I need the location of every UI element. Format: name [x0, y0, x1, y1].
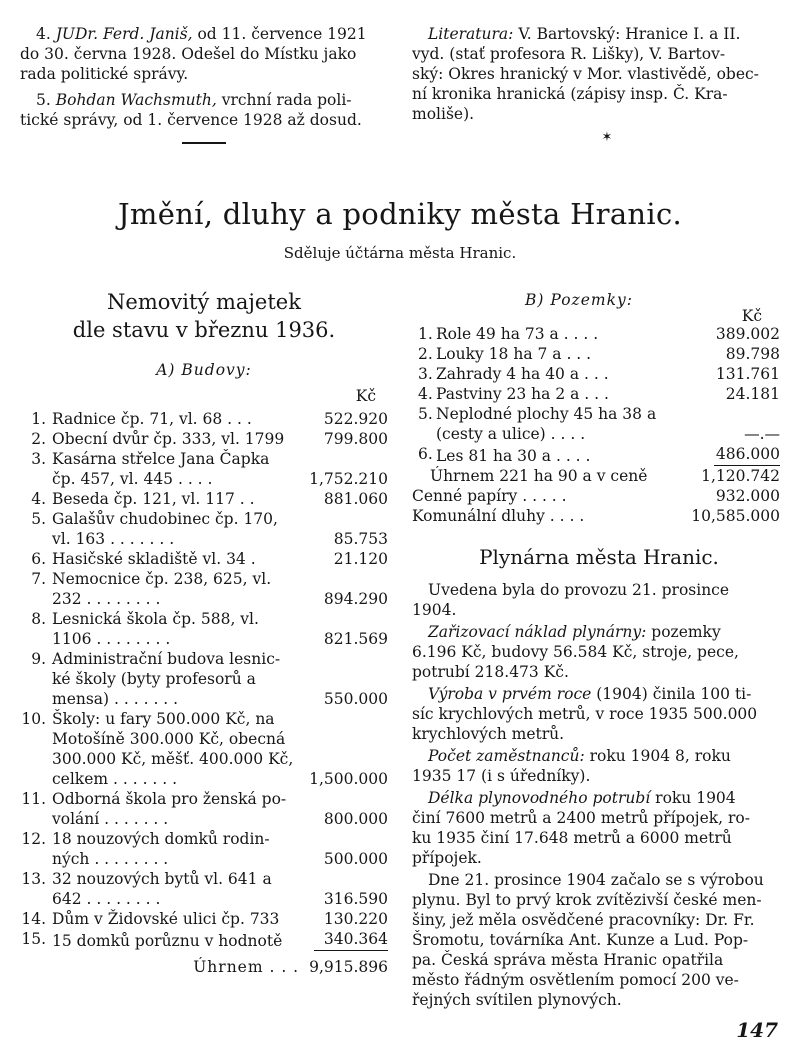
building-row-value: 799.800 [323, 430, 388, 448]
building-row [20, 609, 388, 649]
land-row-label: Role 49 ha 73 a . . . . [436, 325, 599, 343]
building-row-number: 8. [31, 610, 46, 628]
building-row-value: 522.920 [323, 410, 388, 428]
land-row-number: 3. [418, 365, 433, 383]
land-row-value: 24.181 [725, 385, 780, 403]
building-row-label: Beseda čp. 121, vl. 117 . . [52, 490, 255, 508]
building-row-label: Hasičské skladiště vl. 34 . [52, 550, 256, 568]
building-row-value: 340.364 [314, 929, 388, 951]
property-section [20, 288, 388, 977]
land-total-value: 1,120.742 [701, 467, 780, 485]
building-row-value: 800.000 [323, 810, 388, 828]
building-row-label: Školy: u fary 500.000 Kč, na Motošíně 300.000 Kč, obecná 300.000 Kč, měšť. 400.000 Kč, celkem . . . . . . . [52, 710, 294, 788]
building-row-value: 130.220 [323, 910, 388, 928]
land-row-number: 2. [418, 345, 433, 363]
gasworks-paragraph-4: Počet zaměstnanců: roku 1904 8, roku 1935 17 (i s úředníky). [412, 747, 731, 785]
building-row-number: 14. [21, 910, 46, 928]
land-row [418, 364, 780, 384]
literature-paragraph: Literatura: V. Bartovský: Hranice I. a II. vyd. (stať profesora R. Lišky), V. Bartov- ský: Okres hranický v Mor. vlastivědě, obec- ní kronika hranická (zápisy insp. Č. Kra- moliše). [412, 25, 759, 123]
building-row [20, 489, 388, 509]
land-row-value: —.— [744, 425, 780, 443]
land-row-number: 4. [418, 385, 433, 403]
securities-row [412, 486, 780, 506]
building-row-value: 500.000 [323, 850, 388, 868]
building-row-number: 15. [21, 930, 46, 948]
item-4-name: JUDr. Ferd. Janiš, [55, 25, 193, 43]
building-row-number: 12. [21, 830, 46, 848]
building-row-label: Nemocnice čp. 238, 625, vl. 232 . . . . . . . . [52, 570, 272, 608]
building-row-value: 1,500.000 [309, 770, 388, 788]
building-row [20, 869, 388, 909]
debts-label: Komunální dluhy . . . . [412, 507, 585, 525]
building-row [20, 909, 388, 929]
building-row-value: 881.060 [323, 490, 388, 508]
literature-column [412, 24, 782, 148]
building-row [20, 549, 388, 569]
item-4-paragraph: 4. JUDr. Ferd. Janiš, od 11. července 1921 do 30. června 1928. Odešel do Místku jako rada politické správy. [20, 25, 367, 83]
land-row [418, 384, 780, 404]
building-row-label: Kasárna střelce Jana Čapka čp. 457, vl. 445 . . . . [52, 450, 270, 488]
top-left-column [20, 24, 388, 144]
building-row-label: 32 nouzových bytů vl. 641 a 642 . . . . . . . . [52, 870, 272, 908]
building-row-number: 11. [21, 790, 46, 808]
main-title: Jmění, dluhy a podniky města Hranic. [117, 197, 683, 231]
building-row-number: 4. [31, 490, 46, 508]
land-total-row [418, 466, 780, 486]
building-row-label: Administrační budova lesnic- ké školy (byty profesorů a mensa) . . . . . . . [52, 650, 281, 708]
land-row [418, 404, 780, 444]
building-row [20, 509, 388, 549]
building-row [20, 789, 388, 829]
literature-label: Literatura: [428, 25, 514, 43]
building-row-number: 10. [21, 710, 46, 728]
item-5-paragraph: 5. Bohdan Wachsmuth, vrchní rada poli- tické správy, od 1. července 1928 až dosud. [20, 91, 362, 129]
gasworks-paragraph-6: Dne 21. prosince 1904 začalo se s výrobou plynu. Byl to prvý krok zvítězivší české men- šiny, jež měla osvědčené pracovníky: Dr. Fr. Šromotu, továrníka Ant. Kunze a Lud. Pop- pa. Česká správa města Hranic opatřila město řádným osvětlením pomocí 200 ve- řejných svítilen plynových. [412, 871, 764, 1009]
property-heading: Nemovitý majetek dle stavu v březnu 1936. [72, 290, 336, 342]
land-row-value: 486.000 [714, 444, 780, 466]
buildings-total-value: 9,915.896 [309, 958, 388, 976]
land-row-value: 389.002 [715, 325, 780, 343]
securities-label: Cenné papíry . . . . . [412, 487, 567, 505]
land-row [418, 344, 780, 364]
land-row-number: 5. [418, 405, 433, 423]
building-row-value: 21.120 [333, 550, 388, 568]
star-ornament: ✶ [601, 130, 613, 145]
building-row-label: Galašův chudobinec čp. 170, vl. 163 . . . . . . . [52, 510, 278, 548]
building-row-number: 7. [31, 570, 46, 588]
building-row-number: 5. [31, 510, 46, 528]
building-row [20, 709, 388, 789]
land-heading: B) Pozemky: [525, 291, 633, 309]
building-row [20, 649, 388, 709]
currency-label: Kč [355, 387, 376, 405]
subtitle: Sděluje účtárna města Hranic. [283, 244, 517, 262]
debts-row [412, 506, 780, 526]
land-row-value: 131.761 [715, 365, 780, 383]
building-row-number: 2. [31, 430, 46, 448]
land-row [418, 324, 780, 344]
buildings-heading: A) Budovy: [156, 361, 252, 379]
land-row-number: 1. [418, 325, 433, 343]
building-row-number: 6. [31, 550, 46, 568]
buildings-total-label: Úhrnem . . . [193, 958, 300, 976]
building-row-value: 316.590 [323, 890, 388, 908]
land-row-number: 6. [418, 445, 433, 463]
section-divider [182, 142, 226, 144]
gasworks-text [412, 580, 780, 1010]
land-list [418, 324, 780, 466]
building-row-label: Dům v Židovské ulici čp. 733 [52, 910, 280, 928]
building-row [20, 409, 388, 429]
buildings-list [20, 409, 388, 951]
building-row-label: Lesnická škola čp. 588, vl. 1106 . . . . . . . . [52, 610, 259, 648]
building-row [20, 829, 388, 869]
securities-value: 932.000 [715, 487, 780, 505]
land-section [412, 290, 780, 1010]
buildings-total-row [20, 957, 388, 977]
land-row-label: Neplodné plochy 45 ha 38 a (cesty a ulice) . . . . [436, 405, 657, 443]
land-row-label: Pastviny 23 ha 2 a . . . [436, 385, 609, 403]
building-row-value: 821.569 [323, 630, 388, 648]
gasworks-paragraph-1: Uvedena byla do provozu 21. prosince 1904. [412, 581, 730, 619]
land-row-label: Louky 18 ha 7 a . . . [436, 345, 592, 363]
building-row-value: 85.753 [333, 530, 388, 548]
building-row-number: 1. [31, 410, 46, 428]
building-row [20, 929, 388, 951]
land-row-label: Les 81 ha 30 a . . . . [436, 447, 591, 465]
building-row [20, 569, 388, 609]
building-row-number: 3. [31, 450, 46, 468]
building-row-label: Odborná škola pro ženská po- volání . . . . . . . [52, 790, 287, 828]
gasworks-paragraph-5: Délka plynovodného potrubí roku 1904 činí 7600 metrů a 2400 metrů přípojek, ro- ku 1935 činí 17.648 metrů a 6000 metrů přípojek. [412, 789, 751, 867]
building-row-value: 894.290 [323, 590, 388, 608]
building-row-value: 550.000 [323, 690, 388, 708]
building-row-number: 13. [21, 870, 46, 888]
land-total-label: Úhrnem 221 ha 90 a v ceně [430, 467, 648, 485]
building-row [20, 429, 388, 449]
gasworks-paragraph-2: Zařizovací náklad plynárny: pozemky 6.196 Kč, budovy 56.584 Kč, stroje, pece, potrubí 218.473 Kč. [412, 623, 739, 681]
land-row-value: 89.798 [725, 345, 780, 363]
building-row [20, 449, 388, 489]
item-5-name: Bohdan Wachsmuth, [55, 91, 217, 109]
building-row-label: Radnice čp. 71, vl. 68 . . . [52, 410, 252, 428]
page-number: 147 [736, 1018, 778, 1042]
land-currency-label: Kč [741, 307, 762, 325]
gasworks-paragraph-3: Výroba v prvém roce (1904) činila 100 ti- síc krychlových metrů, v roce 1935 500.000 krychlových metrů. [412, 685, 758, 743]
building-row-number: 9. [31, 650, 46, 668]
land-row [418, 444, 780, 466]
debts-value: 10,585.000 [691, 507, 780, 525]
gasworks-heading: Plynárna města Hranic. [479, 545, 719, 569]
building-row-label: 15 domků porůznu v hodnotě [52, 932, 283, 950]
building-row-label: Obecní dvůr čp. 333, vl. 1799 [52, 430, 285, 448]
building-row-label: 18 nouzových domků rodin- ných . . . . . . . . [52, 830, 270, 868]
land-row-label: Zahrady 4 ha 40 a . . . [436, 365, 609, 383]
building-row-value: 1,752.210 [309, 470, 388, 488]
